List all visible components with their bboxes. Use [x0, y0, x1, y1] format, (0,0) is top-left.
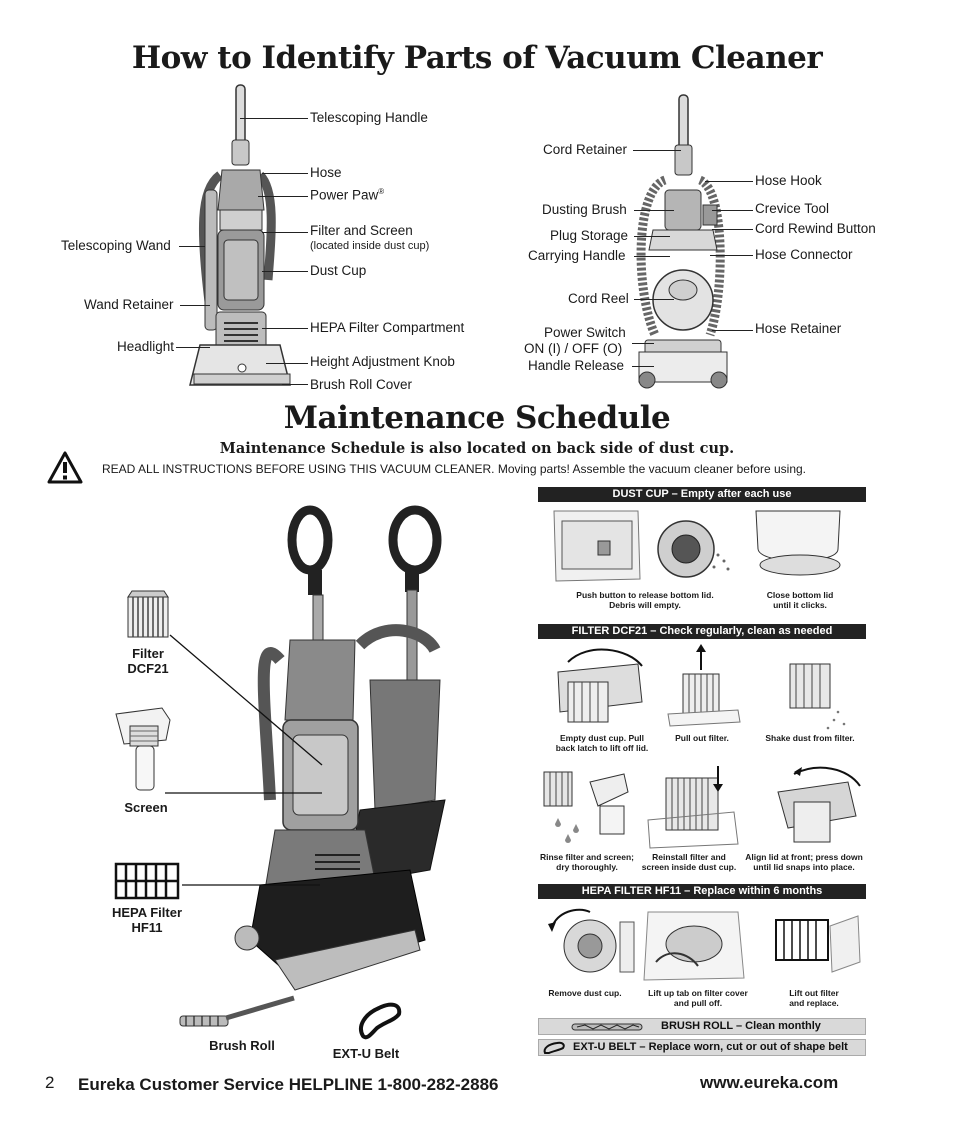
filter-step-4-line2: dry thoroughly. — [556, 862, 618, 872]
dust-cup-step-2-line1: Close bottom lid — [766, 590, 834, 600]
filter-step-5 — [638, 852, 740, 872]
leader-line — [632, 366, 654, 367]
hepa-step-3-line2: and replace. — [789, 998, 839, 1008]
leader-line — [258, 196, 308, 197]
leader-line — [634, 299, 674, 300]
leader-line — [705, 181, 753, 182]
screen-image — [112, 700, 174, 795]
leader-line — [634, 236, 670, 237]
page-number: 2 — [45, 1073, 55, 1092]
label-cord-retainer: Cord Retainer — [543, 142, 628, 157]
label-carrying-handle: Carrying Handle — [528, 248, 626, 263]
filter-label — [124, 646, 172, 676]
leader-line — [710, 255, 753, 256]
leader-line — [262, 328, 308, 329]
filter-step-1-line1: Empty dust cup. Pull — [559, 733, 645, 743]
leader-line — [262, 271, 308, 272]
dust-cup-step-2 — [745, 590, 855, 610]
filter-step-1-line2: back latch to lift off lid. — [555, 743, 649, 753]
filter-step-5-line2: screen inside dust cup. — [641, 862, 737, 872]
filter-label-line2: DCF21 — [127, 661, 169, 676]
filter-header: FILTER DCF21 – Check regularly, clean as needed — [538, 624, 866, 639]
label-power-paw — [310, 187, 384, 203]
dust-cup-step-2-line2: until it clicks. — [773, 600, 827, 610]
leader-line — [633, 150, 681, 151]
leader-line — [282, 384, 308, 385]
label-telescoping-handle: Telescoping Handle — [310, 110, 428, 125]
label-handle-release: Handle Release — [528, 358, 625, 373]
label-on-off: ON (I) / OFF (O) — [524, 341, 623, 356]
dust-cup-step-1 — [560, 590, 730, 610]
filter-step-1 — [538, 733, 666, 753]
hepa-illustrations — [538, 902, 866, 984]
hepa-step-2 — [636, 988, 760, 1008]
leader-line — [262, 232, 308, 233]
maintenance-subtitle: Maintenance Schedule is also located on back side of dust cup. — [219, 440, 735, 457]
hepa-step-3-line1: Lift out filter — [789, 988, 839, 998]
leader-line — [712, 229, 753, 230]
filter-illustrations-row-2 — [538, 762, 866, 850]
warning-icon — [46, 450, 84, 486]
filter-step-3: Shake dust from filter. — [765, 733, 855, 743]
filter-illustrations-row-1 — [538, 642, 866, 734]
power-paw-text: Power Paw — [310, 187, 379, 203]
filter-step-5-line1: Reinstall filter and — [652, 852, 726, 862]
label-crevice-tool: Crevice Tool — [755, 201, 830, 216]
screen-label: Screen — [124, 800, 168, 815]
belt-icon — [541, 1041, 567, 1055]
label-hose-hook: Hose Hook — [755, 173, 822, 188]
leader-line — [634, 256, 670, 257]
label-hepa-compartment: HEPA Filter Compartment — [310, 320, 465, 335]
leader-line — [712, 330, 753, 331]
brush-roll-row — [538, 1018, 866, 1035]
hepa-step-3 — [764, 988, 864, 1008]
label-headlight: Headlight — [117, 339, 175, 354]
belt-label: EXT-U Belt — [332, 1046, 400, 1061]
brush-roll-icon — [571, 1022, 643, 1032]
brush-roll-text: BRUSH ROLL – Clean monthly — [661, 1020, 821, 1032]
brush-roll-image — [176, 990, 306, 1030]
hepa-step-1: Remove dust cup. — [548, 988, 622, 998]
hepa-label — [104, 905, 190, 935]
hepa-step-2-line1: Lift up tab on filter cover — [648, 988, 748, 998]
leader-line — [240, 118, 308, 119]
dust-cup-step-1-line2: Debris will empty. — [609, 600, 681, 610]
vacuum-back-illustration — [625, 90, 740, 395]
helpline: Eureka Customer Service HELPLINE 1-800-282-2886 — [78, 1075, 499, 1094]
filter-step-2: Pull out filter. — [675, 733, 729, 743]
website-link[interactable]: www.eureka.com — [700, 1073, 839, 1092]
label-power-switch: Power Switch — [544, 325, 626, 340]
label-cord-rewind: Cord Rewind Button — [755, 221, 876, 236]
registered-mark: ® — [378, 187, 385, 196]
label-dusting-brush: Dusting Brush — [542, 202, 627, 217]
filter-step-4 — [536, 852, 638, 872]
leader-line — [712, 210, 753, 211]
filter-dcf21-image — [124, 585, 172, 641]
page-title: How to Identify Parts of Vacuum Cleaner — [131, 40, 823, 76]
belt-image — [355, 998, 405, 1042]
dust-cup-step-1-line1: Push button to release bottom lid. — [576, 590, 714, 600]
label-hose: Hose — [310, 165, 342, 180]
leader-line — [180, 305, 210, 306]
leader-line — [634, 210, 674, 211]
dust-cup-illustrations — [548, 505, 868, 587]
dust-cup-header: DUST CUP – Empty after each use — [538, 487, 866, 502]
hepa-label-line1: HEPA Filter — [111, 905, 183, 920]
warning-text: READ ALL INSTRUCTIONS BEFORE USING THIS VACUUM CLEANER. Moving parts! Assemble the vacuum cleaner before using. — [102, 462, 807, 476]
label-hose-retainer: Hose Retainer — [755, 321, 842, 336]
label-brush-roll-cover: Brush Roll Cover — [310, 377, 413, 392]
leader-line — [179, 246, 205, 247]
leader-line — [262, 173, 308, 174]
hepa-step-2-line2: and pull off. — [673, 998, 723, 1008]
label-height-knob: Height Adjustment Knob — [310, 354, 455, 369]
hepa-label-line2: HF11 — [131, 920, 163, 935]
label-filter-screen: Filter and Screen — [310, 223, 413, 238]
label-telescoping-wand: Telescoping Wand — [61, 238, 171, 253]
leader-line — [632, 343, 654, 344]
filter-step-6 — [740, 852, 868, 872]
filter-step-6-line2: until lid snaps into place. — [753, 862, 855, 872]
label-filter-screen-note: (located inside dust cup) — [310, 240, 430, 252]
maintenance-title: Maintenance Schedule — [283, 400, 671, 436]
hepa-header: HEPA FILTER HF11 – Replace within 6 months — [538, 884, 866, 899]
filter-step-6-line1: Align lid at front; press down — [745, 852, 863, 862]
label-cord-reel: Cord Reel — [568, 291, 629, 306]
brush-roll-label: Brush Roll — [209, 1038, 275, 1053]
label-wand-retainer: Wand Retainer — [84, 297, 174, 312]
hepa-filter-hf11-image — [114, 862, 180, 900]
leader-line — [176, 347, 210, 348]
leader-line — [266, 363, 308, 364]
label-plug-storage: Plug Storage — [550, 228, 629, 243]
belt-row — [538, 1039, 866, 1056]
belt-text: EXT-U BELT – Replace worn, cut or out of shape belt — [573, 1041, 848, 1053]
label-hose-connector: Hose Connector — [755, 247, 853, 262]
parts-leader-lines — [160, 625, 330, 895]
label-dust-cup: Dust Cup — [310, 263, 367, 278]
filter-label-line1: Filter — [132, 646, 164, 661]
filter-step-4-line1: Rinse filter and screen; — [539, 852, 634, 862]
